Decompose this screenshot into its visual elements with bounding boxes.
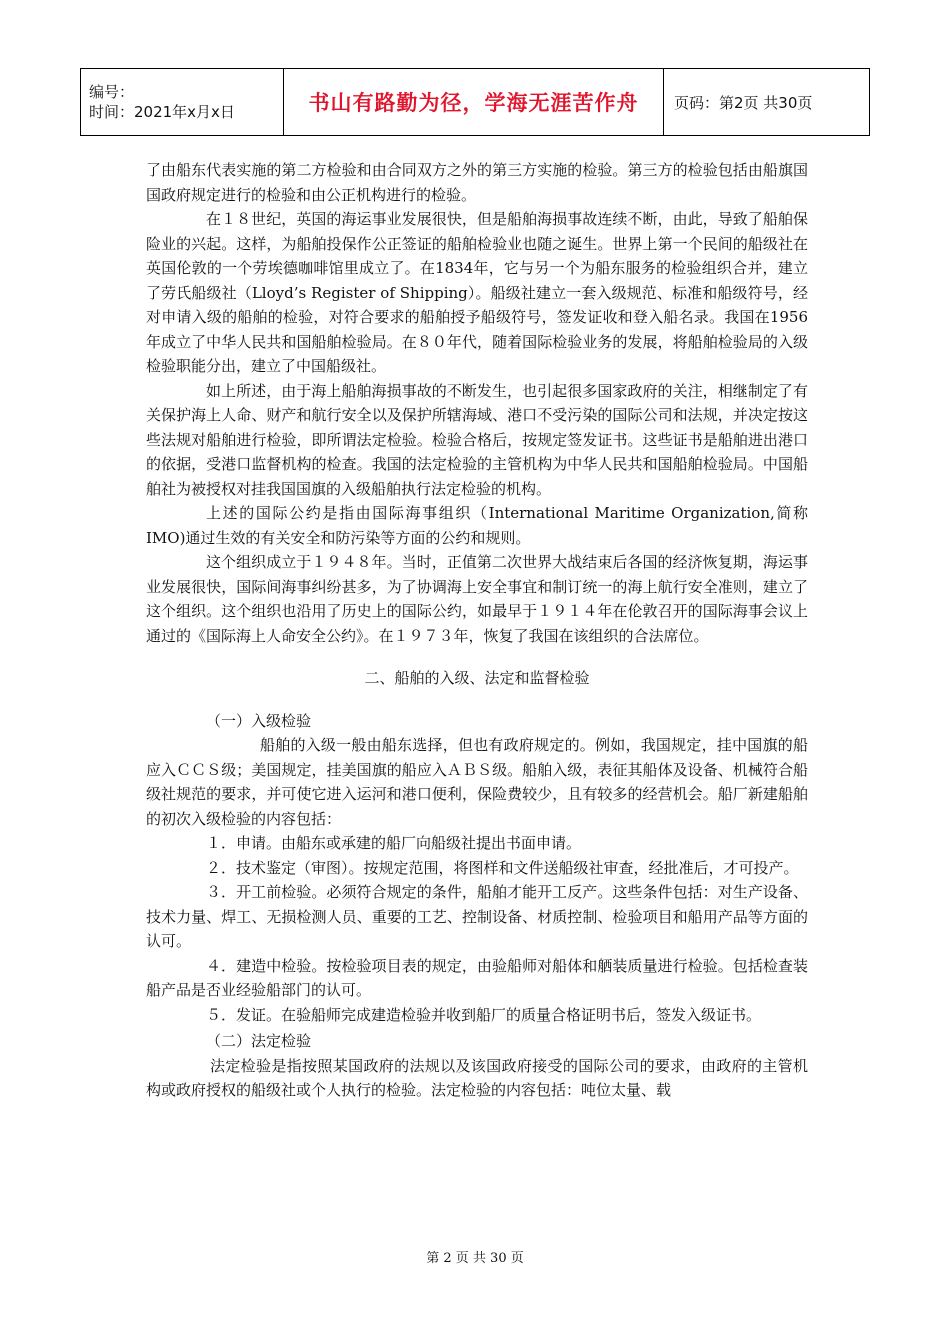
classification-step-4: ４．建造中检验。按检验项目表的规定，由验船师对船体和舾装质量进行检验。包括检查装船产品是否业经验船部门的认可。 (146, 956, 808, 999)
classification-paragraph: 船舶的入级一般由船东选择，但也有政府规定的。例如，我国规定，挂中国旗的船应入ＣＣＳ级；美国规定，挂美国旗的船应入ＡＢＳ级。船舶入级，表征其船体及设备、机械符合船级社规范的要求，并可使它进入运河和港口便利，保险费较少，且有较多的经营机会。船厂新建船舶的初次入级检验的内容包括： (146, 736, 808, 828)
document-number-label: 编号： (89, 83, 135, 101)
body-paragraph-2: 在１８世纪，英国的海运事业发展很快，但是船舶海损事故连续不断，由此，导致了船舶保险业的兴起。这样，为船舶投保作公正签证的船舶检验业也随之诞生。世界上第一个民间的船级社在英国伦敦的一个劳埃德咖啡馆里成立了。在1834年，它与另一个为船东服务的检验组织合并，建立了劳氏船级社（Lloyd’s Register of Shipping）。船级社建立一套入级规范、标准和船级符号，经对申请入级的船舶的检验，对符合要求的船舶授予船级符号，签发证收和登入船名录。我国在1956年成立了中华人民共和国船舶检验局。在８０年代，随着国际检验业务的发展，将船舶检验局的入级检验职能分出，建立了中国船级社。 (146, 210, 808, 375)
header-meta (81, 69, 284, 135)
document-time-label: 时间：2021年x月x日 (89, 103, 235, 121)
page-footer: 第 2 页 共 30 页 (426, 1251, 524, 1266)
header-motto (284, 69, 664, 135)
page-number-label: 页码：第2页 共30页 (674, 93, 813, 112)
classification-step-5: ５．发证。在验船师完成建造检验并收到船厂的质量合格证明书后，签发入级证书。 (206, 1005, 762, 1024)
document-body (146, 158, 808, 1103)
subsection-heading-classification: （一）入级检验 (206, 711, 312, 730)
motto-text: 书山有路勤为径，学海无涯苦作舟 (308, 91, 639, 115)
header-page-info (664, 69, 869, 135)
section-heading: 二、船舶的入级、法定和监督检验 (364, 669, 590, 687)
classification-step-2: ２．技术鉴定（审图）。按规定范围，将图样和文件送船级社审查，经批准后，才可投产。 (206, 858, 799, 877)
subsection-heading-statutory: （二）法定检验 (206, 1032, 312, 1050)
classification-step-3: ３．开工前检验。必须符合规定的条件，船舶才能开工反产。这些条件包括：对生产设备、技术力量、焊工、无损检测人员、重要的工艺、控制设备、材质控制、检验项目和船用产品等方面的认可。 (146, 883, 808, 950)
body-paragraph-4: 上述的国际公约是指由国际海事组织（International Maritime Organization,简称IMO)通过生效的有关安全和防污染等方面的公约和规则。 (146, 504, 808, 547)
statutory-paragraph: 法定检验是指按照某国政府的法规以及该国政府接受的国际公司的要求，由政府的主管机构或政府授权的船级社或个人执行的检验。法定检验的内容包括：吨位太量、载 (146, 1056, 808, 1099)
classification-step-1: １．申请。由船东或承建的船厂向船级社提出书面申请。 (206, 834, 582, 852)
page-header (80, 68, 870, 136)
body-paragraph-5: 这个组织成立于１９４８年。当时，正值第二次世界大战结束后各国的经济恢复期，海运事业发展很快，国际间海事纠纷甚多，为了协调海上安全事宜和制订统一的海上航行安全准则，建立了这个组织。这个组织也沿用了历史上的国际公约，如最早于１９１４年在伦敦召开的国际海事会议上通过的《国际海上人命安全公约》。在１９７３年，恢复了我国在该组织的合法席位。 (146, 553, 808, 645)
body-paragraph-1: 了由船东代表实施的第二方检验和由合同双方之外的第三方实施的检验。第三方的检验包括由船旗国国政府规定进行的检验和由公正机构进行的检验。 (146, 161, 808, 204)
body-paragraph-3: 如上所述，由于海上船舶海损事故的不断发生，也引起很多国家政府的关注，相继制定了有关保护海上人命、财产和航行安全以及保护所辖海域、港口不受污染的国际公司和法规，并决定按这些法规对船舶进行检验，即所谓法定检验。检验合格后，按规定签发证书。这些证书是船舶进出港口的依据，受港口监督机构的检查。我国的法定检验的主管机构为中华人民共和国船舶检验局。中国船舶社为被授权对挂我国国旗的入级船舶执行法定检验的机构。 (146, 381, 808, 498)
